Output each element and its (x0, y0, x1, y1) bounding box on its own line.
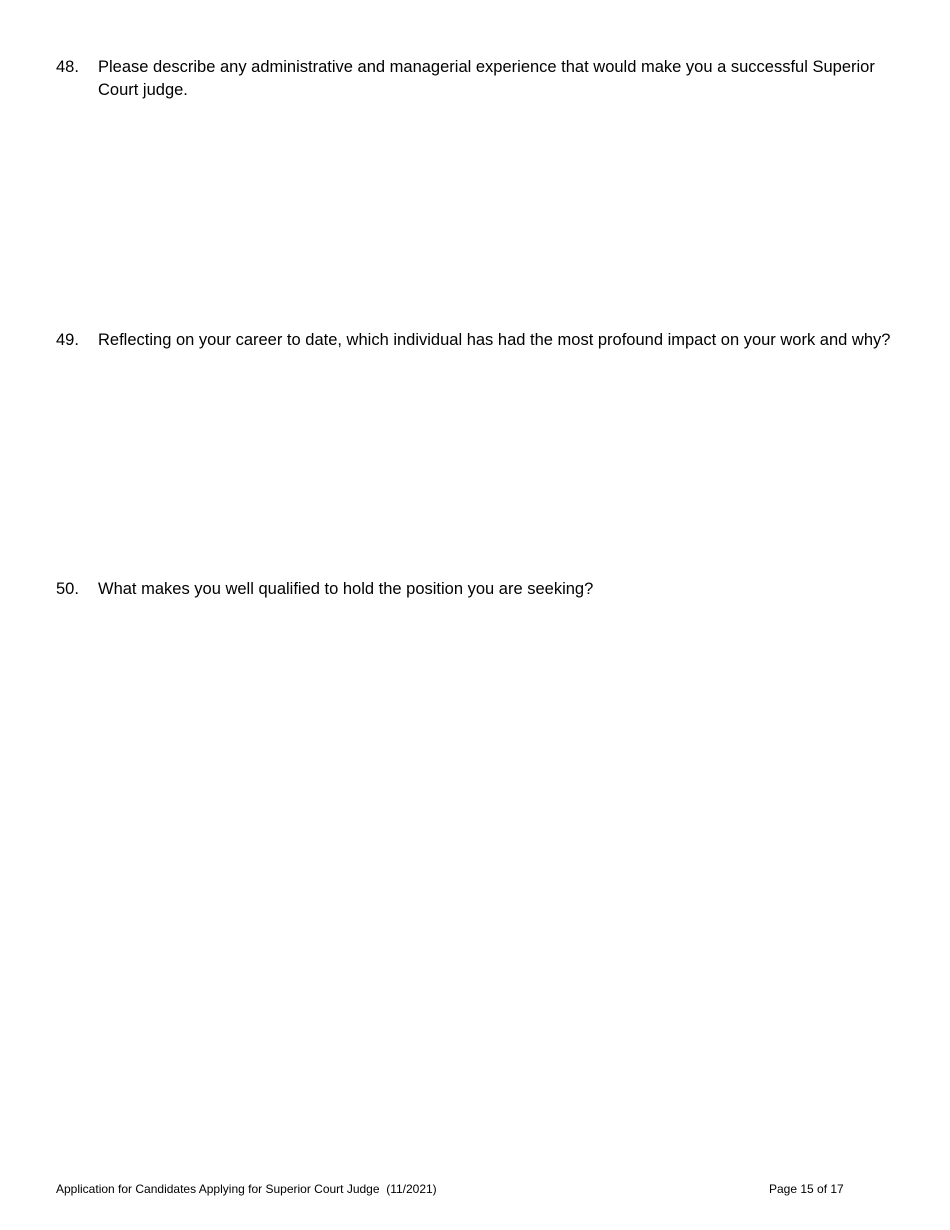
footer-page-number: Page 15 of 17 (769, 1182, 844, 1196)
question-number: 49. (56, 331, 79, 349)
question-49 (56, 329, 896, 352)
question-text: Please describe any administrative and managerial experience that would make you a successful Superior Court judge. (98, 58, 875, 99)
question-text: What makes you well qualified to hold the position you are seeking? (98, 580, 594, 598)
question-50 (56, 578, 896, 601)
question-number: 50. (56, 580, 79, 598)
question-number: 48. (56, 58, 79, 76)
question-text: Reflecting on your career to date, which individual has had the most profound impact on your work and why? (98, 331, 891, 349)
question-48 (56, 56, 896, 102)
footer-document-title: Application for Candidates Applying for Superior Court Judge (11/2021) (56, 1182, 437, 1196)
